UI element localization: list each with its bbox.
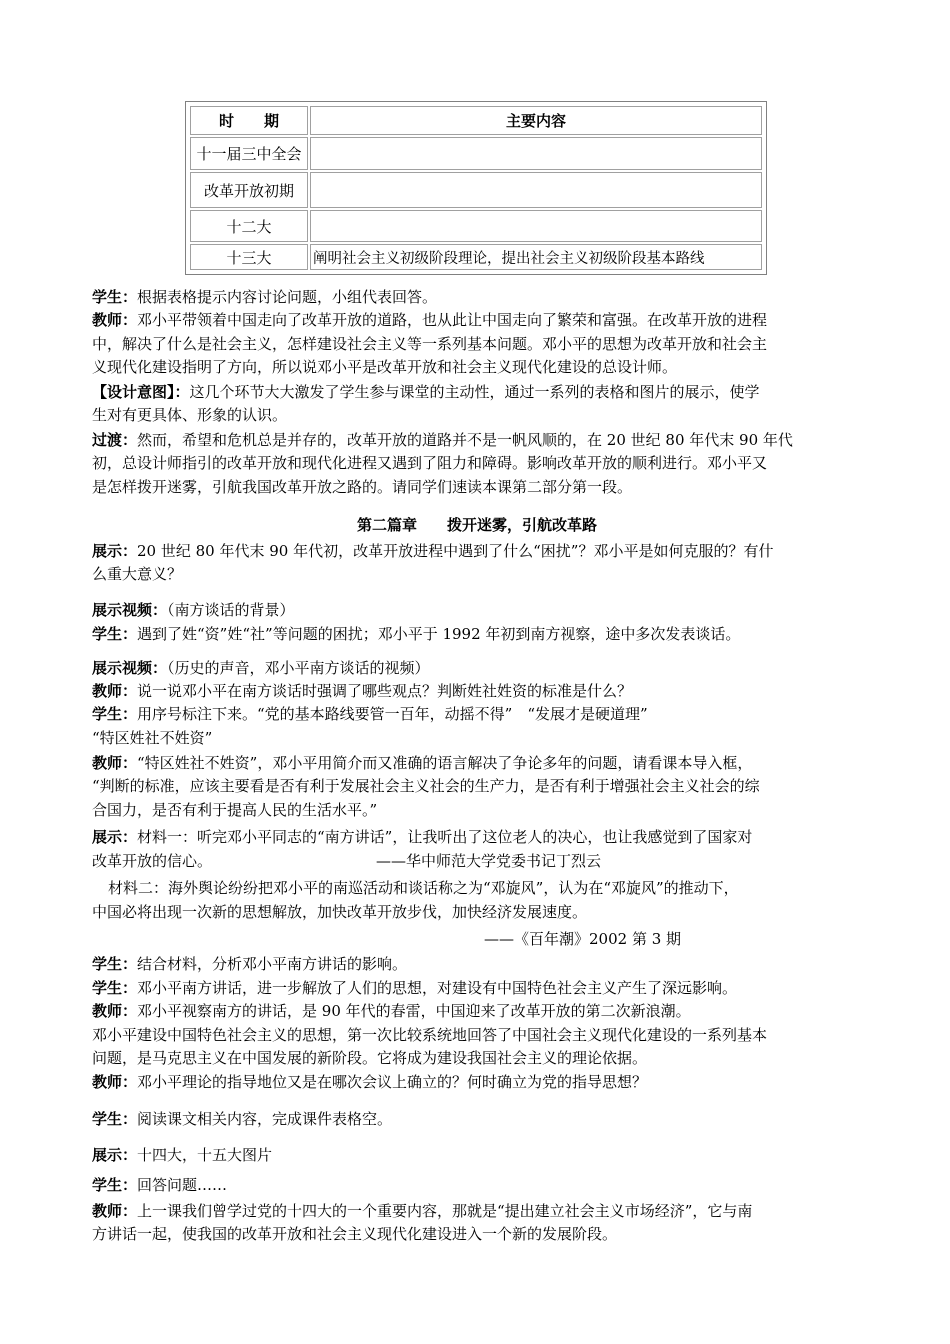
paragraph-teacher (92, 1071, 862, 1093)
text-line: 邓小平南方讲话，进一步解放了人们的思想，对建设有中国特色社会主义产生了深远影响。 (137, 979, 738, 997)
text-line: 义现代化建设指明了方向，所以说邓小平是改革开放和社会主义现代化建设的总设计师。 (92, 358, 678, 376)
table-header-period: 时 期 (190, 106, 308, 135)
text-line: 材料一：听完邓小平同志的“南方讲话”，让我听出了这位老人的决心，也让我感觉到了国家对 (137, 828, 753, 846)
text-line: 材料二：海外舆论纷纷把邓小平的南巡活动和谈话称之为“邓旋风”，认为在“邓旋风”的推动下， (108, 879, 739, 897)
text-line: 说一说邓小平在南方谈话时强调了哪些观点？判断姓社姓资的标准是什么？ (137, 682, 633, 700)
teacher-label: 教师： (92, 1002, 138, 1020)
paragraph-design-intent (92, 381, 862, 403)
paragraph-teacher (92, 680, 862, 702)
paragraph-student (92, 1108, 862, 1130)
student-label: 学生： (92, 1176, 138, 1194)
paragraph-show (92, 540, 862, 562)
text-line: 20 世纪 80 年代末 90 年代初，改革开放进程中遇到了什么“困扰”？邓小平是如何克服的？有什 (137, 542, 774, 560)
table-cell-period: 十二大 (190, 210, 308, 242)
paragraph-student (92, 977, 862, 999)
table-header-content: 主要内容 (310, 106, 762, 135)
text-line: 邓小平带领着中国走向了改革开放的道路，也从此让中国走向了繁荣和富强。在改革开放的进程 (137, 311, 768, 329)
design-label: 【设计意图】： (92, 383, 190, 401)
source-citation: ——华中师范大学党委书记丁烈云 (376, 852, 602, 870)
text-line: 用序号标注下来。“党的基本路线要管一百年，动摇不得” “发展才是硬道理” (137, 705, 648, 723)
text-line: 回答问题…… (137, 1176, 228, 1194)
paragraph-teacher (92, 309, 862, 331)
text-line: “判断的标准，应该主要看是否有利于发展社会主义社会的生产力，是否有利于增强社会主义社会的综 (92, 777, 760, 795)
table-cell-period: 十一届三中全会 (190, 137, 308, 170)
text-line: 么重大意义？ (92, 565, 183, 583)
text-line: 方讲话一起，使我国的改革开放和社会主义现代化建设进入一个新的发展阶段。 (92, 1225, 618, 1243)
text-line: 生对有更具体、形象的认识。 (92, 406, 288, 424)
show-label: 展示： (92, 828, 138, 846)
student-label: 学生： (92, 1110, 138, 1128)
paragraph-show-video (92, 599, 862, 621)
table-cell-content (310, 137, 762, 170)
show-label: 展示： (92, 542, 138, 560)
teacher-label: 教师： (92, 1073, 138, 1091)
student-label: 学生： (92, 705, 138, 723)
text-line: 遇到了姓“资”姓“社”等问题的困扰；邓小平于 1992 年初到南方视察，途中多次发表谈话。 (137, 625, 741, 643)
table-cell-period: 改革开放初期 (190, 172, 308, 208)
transition-label: 过渡： (92, 431, 138, 449)
table-cell-content (310, 172, 762, 208)
paragraph-student (92, 623, 862, 645)
paragraph-student (92, 1174, 862, 1196)
show-video-label: 展示视频： (92, 601, 168, 619)
text-line: 上一课我们曾学过党的十四大的一个重要内容，那就是“提出建立社会主义市场经济”，它与南 (137, 1202, 753, 1220)
text-line: 邓小平视察南方的讲话，是 90 年代的春雷，中国迎来了改革开放的第二次新浪潮。 (137, 1002, 691, 1020)
teacher-label: 教师： (92, 754, 138, 772)
paragraph-transition (92, 429, 862, 451)
text-line: 邓小平建设中国特色社会主义的思想，第一次比较系统地回答了中国社会主义现代化建设的一系列基本 (92, 1026, 768, 1044)
source-citation: ——《百年潮》2002 第 3 期 (484, 930, 682, 948)
text-line: “特区姓社不姓资” (92, 729, 213, 747)
paragraph-student (92, 286, 862, 308)
paragraph-teacher (92, 752, 862, 774)
student-label: 学生： (92, 288, 138, 306)
text-line (92, 850, 862, 872)
text-line: 这几个环节大大激发了学生参与课堂的主动性，通过一系列的表格和图片的展示，使学 (189, 383, 760, 401)
student-label: 学生： (92, 955, 138, 973)
text-line: 邓小平理论的指导地位又是在哪次会议上确立的？何时确立为党的指导思想？ (137, 1073, 648, 1091)
paragraph-teacher (92, 1000, 862, 1022)
text-line: （南方谈话的背景） (167, 601, 295, 619)
teacher-label: 教师： (92, 682, 138, 700)
paragraph-show (92, 826, 862, 848)
text-line: 合国力，是否有利于提高人民的生活水平。” (92, 801, 378, 819)
chapter-title: 第二篇章 拨开迷雾，引航改革路 (356, 516, 597, 534)
text-line: “特区姓社不姓资”，邓小平用简介而又准确的语言解决了争论多年的问题，请看课本导入框， (137, 754, 753, 772)
period-table (185, 101, 767, 275)
text-line: 结合材料，分析邓小平南方讲话的影响。 (137, 955, 408, 973)
paragraph-student (92, 953, 862, 975)
teacher-label: 教师： (92, 311, 138, 329)
text-line: 中国必将出现一次新的思想解放，加快改革开放步伐，加快经济发展速度。 (92, 903, 588, 921)
table-cell-period: 十三大 (190, 244, 308, 270)
text-line: 然而，希望和危机总是并存的，改革开放的道路并不是一帆风顺的，在 20 世纪 80 年代末 90 年代 (137, 431, 793, 449)
show-video-label: 展示视频： (92, 659, 168, 677)
paragraph-teacher (92, 1200, 862, 1222)
table-cell-content (310, 210, 762, 242)
show-label: 展示： (92, 1146, 138, 1164)
text-line: 阅读课文相关内容，完成课件表格空。 (137, 1110, 393, 1128)
table-cell-content: 阐明社会主义初级阶段理论，提出社会主义初级阶段基本路线 (310, 244, 762, 270)
paragraph-student (92, 703, 862, 725)
text-line: 改革开放的信心。 (92, 852, 213, 870)
student-label: 学生： (92, 979, 138, 997)
teacher-label: 教师： (92, 1202, 138, 1220)
text-line: 根据表格提示内容讨论问题，小组代表回答。 (137, 288, 438, 306)
student-label: 学生： (92, 625, 138, 643)
paragraph-show (92, 1144, 862, 1166)
paragraph-show-video (92, 657, 862, 679)
text-line: 十四大，十五大图片 (137, 1146, 273, 1164)
text-line: 中，解决了什么是社会主义，怎样建设社会主义等一系列基本问题。邓小平的思想为改革开放和社会主 (92, 335, 768, 353)
text-line: 初，总设计师指引的改革开放和现代化进程又遇到了阻力和障碍。影响改革开放的顺利进行。邓小平又 (92, 454, 768, 472)
text-line: （历史的声音，邓小平南方谈话的视频） (167, 659, 430, 677)
text-line: 是怎样拨开迷雾，引航我国改革开放之路的。请同学们速读本课第二部分第一段。 (92, 478, 633, 496)
text-line: 问题，是马克思主义在中国发展的新阶段。它将成为建设我国社会主义的理论依据。 (92, 1049, 648, 1067)
